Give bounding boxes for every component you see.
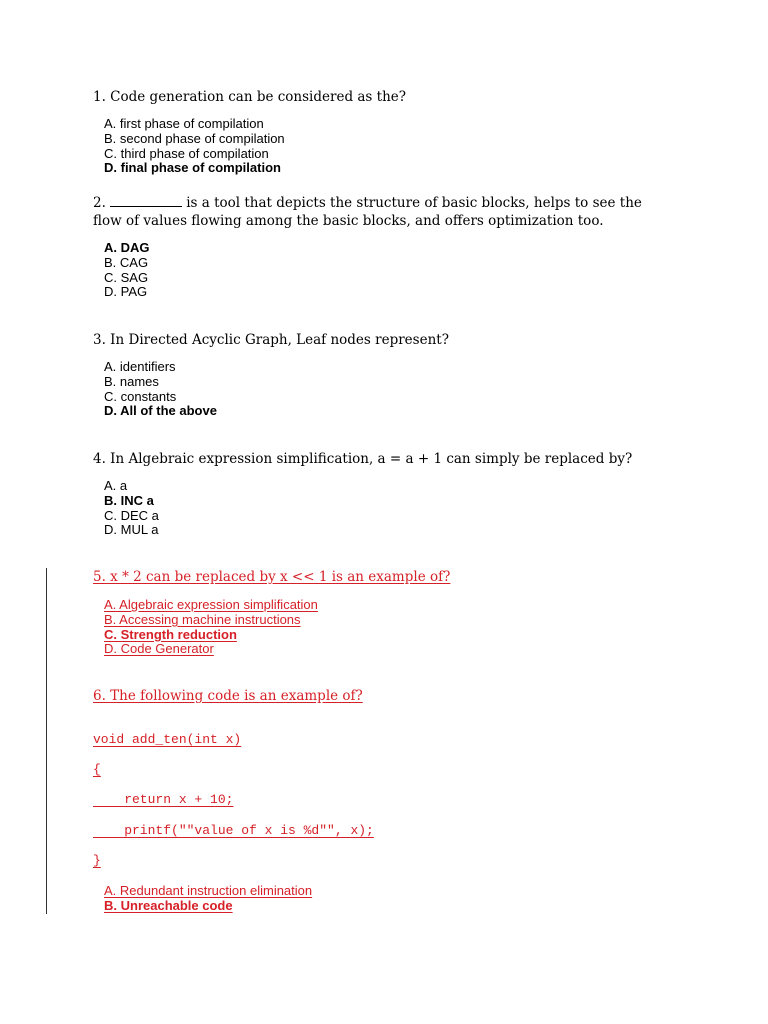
option-answer: B. Unreachable code (104, 897, 233, 913)
question-2-text: is a tool that depicts the structure of basic blocks, helps to see the flow of values flowing among the basic blocks, and offers optimization too. (93, 195, 642, 229)
option: C. DEC a (104, 507, 159, 523)
option: B. Accessing machine instructions (104, 611, 301, 627)
option: B. CAG (104, 254, 149, 270)
question-5: 5. x * 2 can be replaced by x << 1 is an example of? (93, 569, 451, 585)
option: A. Algebraic expression simplification (104, 597, 318, 612)
question-3: 3. In Directed Acyclic Graph, Leaf nodes represent? (93, 332, 449, 348)
fill-in-blank (110, 196, 182, 207)
code-line: return x + 10; (93, 792, 234, 807)
option: A. first phase of compilation (104, 116, 264, 131)
question-1-options (104, 117, 285, 176)
option: D. Code Generator (104, 641, 214, 657)
option-answer: D. All of the above (104, 403, 217, 419)
code-line: printf(""value of x is %d"", x); (93, 823, 374, 838)
question-6: 6. The following code is an example of? (93, 688, 363, 704)
question-4-options (104, 479, 159, 538)
code-line: { (93, 762, 101, 777)
option: D. PAG (104, 284, 148, 300)
question-3-options (104, 360, 217, 419)
option: C. SAG (104, 269, 149, 285)
code-line: } (93, 853, 101, 868)
question-4: 4. In Algebraic expression simplification, a = a + 1 can simply be replaced by? (93, 451, 633, 467)
option: B. second phase of compilation (104, 130, 285, 146)
option-answer: D. final phase of compilation (104, 160, 281, 176)
option: C. constants (104, 388, 177, 404)
option: A. a (104, 478, 128, 493)
option: A. identifiers (104, 359, 176, 374)
option-answer: C. Strength reduction (104, 626, 237, 642)
code-line: void add_ten(int x) (93, 732, 242, 747)
option: D. MUL a (104, 522, 159, 538)
option: B. names (104, 373, 159, 389)
question-5-options (104, 598, 318, 657)
question-1: 1. Code generation can be considered as the? (93, 89, 406, 105)
question-2-number: 2. (93, 195, 106, 211)
option-answer: B. INC a (104, 492, 154, 508)
change-bar (46, 568, 47, 914)
option-answer: A. DAG (104, 240, 150, 255)
question-2-options (104, 241, 150, 300)
option: A. Redundant instruction elimination (104, 883, 313, 898)
question-6-options (104, 884, 312, 914)
question-2 (93, 194, 673, 230)
option: C. third phase of compilation (104, 145, 269, 161)
